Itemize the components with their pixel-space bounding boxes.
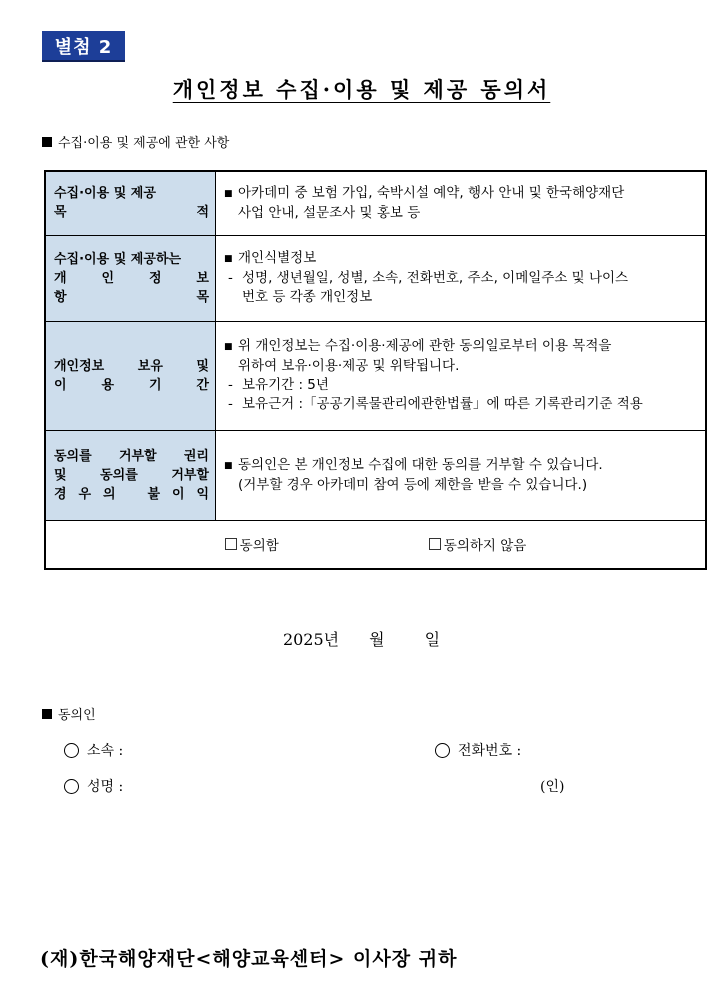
phone-field[interactable]: 전화번호 : xyxy=(435,740,521,760)
label-refusal: 동의를 거부할 권리 및 동의를 거부할 경 우 의 불 이 익 xyxy=(45,430,216,520)
agree-checkbox[interactable]: 동의함 xyxy=(225,534,279,554)
signature-date: 2025년 월 일 xyxy=(282,630,441,649)
label-period: 개인정보 보유 및 이 용 기 간 xyxy=(45,321,216,430)
affiliation-field[interactable]: 소속 : xyxy=(64,740,123,760)
circle-bullet-icon xyxy=(64,743,79,758)
checkbox-icon[interactable] xyxy=(429,538,441,550)
bullet-icon: ■ xyxy=(224,460,233,471)
square-bullet-icon xyxy=(42,137,52,147)
label-items: 수집·이용 및 제공하는 개 인 정 보 항 목 xyxy=(45,235,216,321)
consent-choice-cell xyxy=(45,520,706,569)
bullet-icon: ■ xyxy=(224,254,233,264)
bullet-icon: ■ xyxy=(224,188,233,199)
table-row-purpose xyxy=(45,171,706,235)
addressee-footer: (재)한국해양재단<해양교육센터> 이사장 귀하 xyxy=(40,948,458,970)
content-purpose: ■ 아카데미 중 보험 가입, 숙박시설 예약, 행사 안내 및 한국해양재단 사업 안내, 설문조사 및 홍보 등 xyxy=(216,171,707,235)
label-purpose: 수집·이용 및 제공 목 적 xyxy=(45,171,216,235)
content-refusal: ■ 동의인은 본 개인정보 수집에 대한 동의를 거부할 수 있습니다. (거부할 경우 아카데미 참여 등에 제한을 받을 수 있습니다.) xyxy=(216,430,707,520)
table-row-period xyxy=(45,321,706,430)
seal-mark: (인) xyxy=(540,779,565,795)
bullet-icon: ■ xyxy=(224,342,233,352)
table-row-choice xyxy=(45,520,706,569)
name-field[interactable]: 성명 : xyxy=(64,776,123,796)
section-heading-collection: 수집·이용 및 제공에 관한 사항 xyxy=(42,132,229,151)
content-items: ■ 개인식별정보 - 성명, 생년월일, 성별, 소속, 전화번호, 주소, 이메일주소 및 나이스 번호 등 각종 개인정보 xyxy=(216,235,707,321)
square-bullet-icon xyxy=(42,709,52,719)
document-title: 개인정보 수집·이용 및 제공 동의서 xyxy=(172,77,551,102)
section-heading-consenter: 동의인 xyxy=(42,704,96,723)
disagree-checkbox[interactable]: 동의하지 않음 xyxy=(429,534,527,554)
table-row-items xyxy=(45,235,706,321)
circle-bullet-icon xyxy=(64,779,79,794)
consent-table xyxy=(44,170,707,570)
checkbox-icon[interactable] xyxy=(225,538,237,550)
table-row-refusal xyxy=(45,430,706,520)
content-period: ■ 위 개인정보는 수집·이용·제공에 관한 동의일로부터 이용 목적을 위하여 보유·이용·제공 및 위탁됩니다. - 보유기간 : 5년 - 보유근거 :「공공기록물관리에관한법률」에 따른 기록관리기준 적용 xyxy=(216,321,707,430)
attachment-badge: 별첨 2 xyxy=(42,31,125,62)
circle-bullet-icon xyxy=(435,743,450,758)
